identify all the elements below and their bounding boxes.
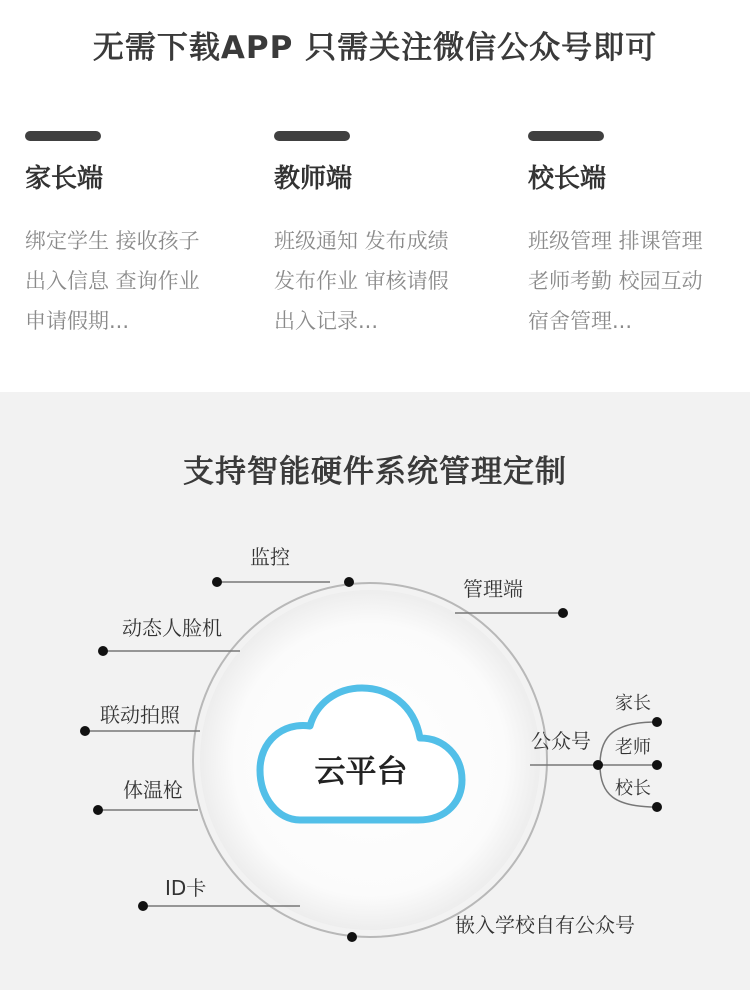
node-label-management: 管理端 — [463, 577, 523, 601]
node-dot — [212, 577, 222, 587]
node-dot — [344, 577, 354, 587]
node-dot — [652, 760, 662, 770]
role-feature-line: 宿舍管理... — [528, 309, 633, 333]
node-dot — [98, 646, 108, 656]
node-dot — [558, 608, 568, 618]
node-label-id-card: ID卡 — [165, 876, 207, 900]
role-feature-line: 申请假期... — [25, 309, 130, 333]
node-label-parent: 家长 — [615, 693, 651, 714]
role-feature-line: 绑定学生 接收孩子 — [25, 229, 200, 253]
node-label-monitor: 监控 — [250, 545, 290, 569]
role-feature-line: 出入记录... — [274, 309, 379, 333]
node-dot — [347, 932, 357, 942]
role-title-parent: 家长端 — [25, 164, 104, 194]
role-title-principal: 校长端 — [528, 164, 607, 194]
role-title-teacher: 教师端 — [274, 164, 353, 194]
role-feature-line: 发布作业 审核请假 — [274, 269, 449, 293]
role-feature-line: 老师考勤 校园互动 — [528, 269, 703, 293]
node-label-principal: 校长 — [615, 778, 651, 799]
node-dot — [80, 726, 90, 736]
hardware-section-title: 支持智能硬件系统管理定制 — [183, 454, 567, 490]
node-label-linked-photo: 联动拍照 — [100, 703, 180, 727]
cloud-platform-label: 云平台 — [314, 754, 408, 790]
node-dot — [138, 901, 148, 911]
role-feature-line: 班级管理 排课管理 — [528, 229, 703, 253]
node-dot — [652, 802, 662, 812]
role-feature-line: 出入信息 查询作业 — [25, 269, 200, 293]
node-dot — [652, 717, 662, 727]
node-dot — [593, 760, 603, 770]
node-label-teacher: 老师 — [615, 737, 651, 758]
page-title: 无需下载APP 只需关注微信公众号即可 — [92, 30, 658, 66]
node-label-embed-account: 嵌入学校自有公众号 — [455, 913, 635, 937]
node-label-official-account: 公众号 — [531, 729, 591, 753]
node-dot — [93, 805, 103, 815]
node-label-thermometer: 体温枪 — [123, 778, 183, 802]
role-feature-line: 班级通知 发布成绩 — [274, 229, 449, 253]
node-label-face-machine: 动态人脸机 — [122, 616, 222, 640]
